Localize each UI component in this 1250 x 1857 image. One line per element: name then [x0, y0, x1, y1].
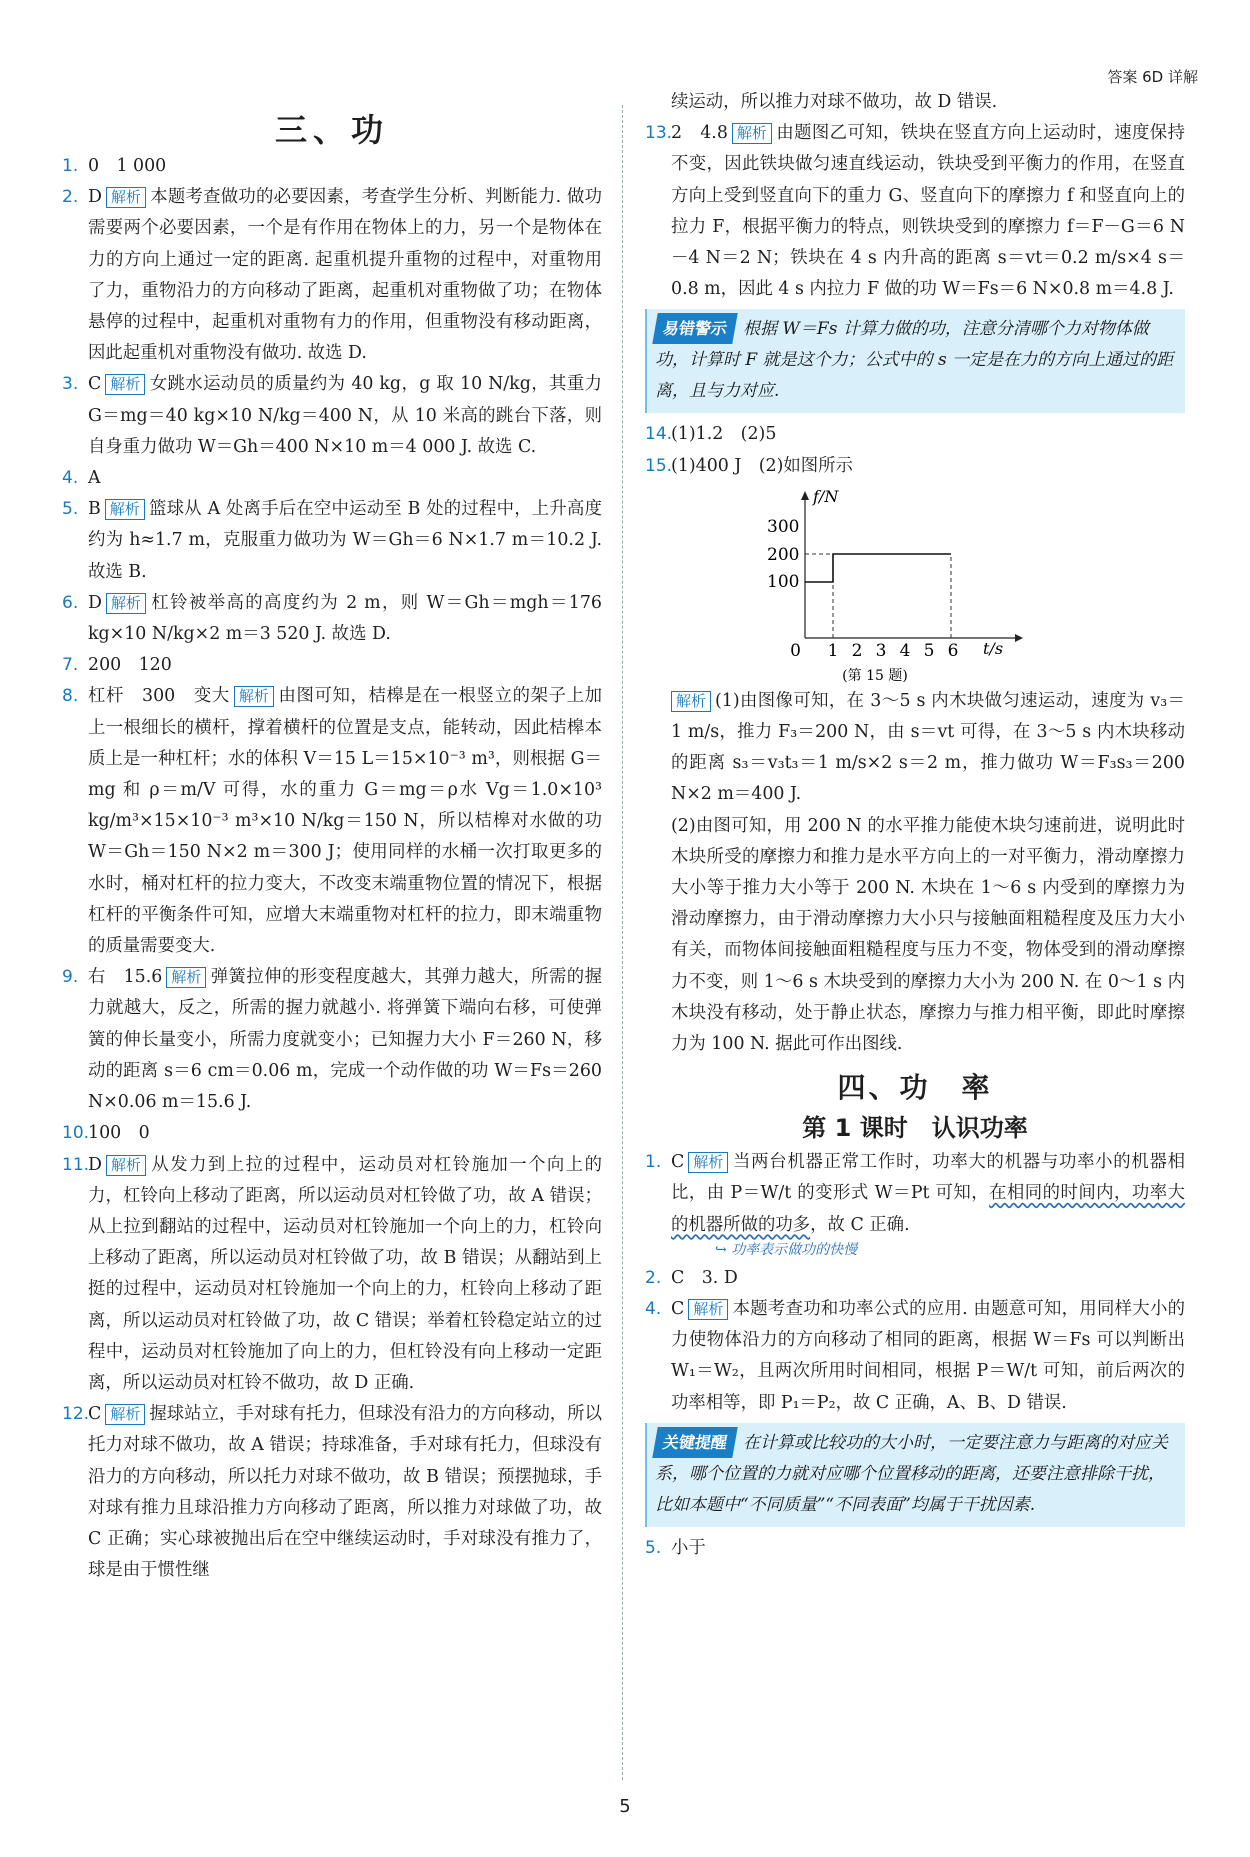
- power-answer-4: [645, 1294, 1185, 1419]
- answer-text: C 3. D: [671, 1267, 738, 1288]
- tip-label: 关键提醒: [652, 1427, 737, 1458]
- answer-text: 女跳水运动员的质量约为 40 kg，g 取 10 N/kg，其重力 G＝mg＝40 kg×10 N/kg＝400 N，从 10 米高的跳台下落，则自身重力做功 W＝Gh＝400 N×10 m＝4 000 J. 故选 C.: [88, 374, 602, 457]
- answer-number: 13.: [645, 123, 673, 144]
- answer-item: [62, 463, 602, 494]
- tip-label: 易错警示: [652, 313, 737, 344]
- analysis-tag: 解析: [688, 1152, 728, 1173]
- power-answer-5: [645, 1533, 1185, 1564]
- answer-15-analysis-2: (2)由图可知，用 200 N 的水平推力能使木块匀速前进，说明此时木块所受的摩擦力和推力是水平方向上的一对平衡力，滑动摩擦力大小等于推力大小等于 200 N. 木块在 1～6 s 内受到的摩擦力为滑动摩擦力，由于滑动摩擦力大小只与接触面粗糙程度及压力大小有关，而物体间接触面粗糙程度与压力不变，物体受到的滑动摩擦力不变，则 1～6 s 木块受到的摩擦力大小为 200 N. 在 0～1 s 内木块没有移动，处于静止状态，摩擦力与推力相平衡，即此时摩擦力为 100 N. 据此可作出图线.: [671, 815, 1185, 1055]
- analysis-tag: 解析: [105, 499, 145, 520]
- section-title-power: 四、功 率: [837, 1071, 993, 1105]
- answer-text: 篮球从 A 处离手后在空中运动至 B 处的过程中，上升高度约为 h≈1.7 m，克服重力做功为 W＝Gh＝6 N×1.7 m＝10.2 J. 故选 B.: [88, 499, 602, 582]
- answer-key: 杠杆 300 变大: [88, 686, 230, 707]
- left-column: [62, 105, 602, 1586]
- answer-key: 右 15.6: [88, 967, 163, 988]
- answer-key: D: [88, 592, 102, 613]
- answer-text: (1)400 J (2)如图所示: [671, 455, 853, 476]
- answer-text: 握球站立，手对球有托力，但球没有沿力的方向移动，所以托力对球不做功，故 A 错误；持球准备，手对球有托力，但球没有沿力的方向移动，所以托力对球不做功，故 B 错误；预摆抛球，手对球有推力且球沿推力方向移动了距离，所以推力对球做了功，故 C 正确；实心球被抛出后在空中继续运动时，手对球没有推力了，球是由于惯性继: [88, 1404, 602, 1581]
- answer-item: [62, 369, 602, 463]
- y-tick-300: 300: [767, 516, 800, 537]
- answer-number: 15.: [645, 455, 673, 476]
- q12-continuation: 续运动，所以推力对球不做功，故 D 错误.: [671, 92, 998, 112]
- analysis-tag: 解析: [166, 967, 206, 988]
- answer-item: [62, 588, 602, 650]
- answer-key: D: [88, 187, 102, 208]
- answer-item: [62, 962, 602, 1118]
- y-tick-200: 200: [767, 544, 800, 565]
- answer-key: 2 4.8: [671, 123, 728, 144]
- answer-text: 由图可知，桔槔是在一根竖立的架子上加上一根细长的横杆，撑着横杆的位置是支点，能转动，因此桔槔本质上是一种杠杆；水的体积 V＝15 L＝15×10⁻³ m³，则根据 G＝mg 和 ρ＝m/V 可得，水的重力 G＝mg＝ρ水 Vg＝1.0×10³ kg/m³×15×10⁻³ m³×10 N/kg＝150 N，所以桔槔对水做的功 W＝Gh＝150 N×2 m＝300 J；使用同样的水桶一次打取更多的水时，桶对杠杆的拉力变大，不改变末端重物位置的情况下，根据杠杆的平衡条件可知，应增大末端重物对杠杆的拉力，即末端重物的质量需要变大.: [88, 686, 602, 957]
- column-divider: [622, 105, 623, 1780]
- analysis-tag: 解析: [234, 686, 274, 707]
- answer-text: A: [88, 468, 101, 489]
- answer-13: [645, 118, 1185, 305]
- answer-text: 由题图乙可知，铁块在竖直方向上运动时，速度保持不变，因此铁块做匀速直线运动，铁块受到平衡力的作用，在竖直方向上受到竖直向下的重力 G、竖直向下的摩擦力 f 和竖直向上的拉力 F，根据平衡力的特点，则铁块受到的摩擦力 f＝F－G＝6 N－4 N＝2 N；铁块在 4 s 内升高的距离 s＝vt＝0.2 m/s×4 s＝0.8 m，因此 4 s 内拉力 F 做的功 W＝Fs＝6 N×0.8 m＝4.8 J.: [671, 123, 1185, 300]
- analysis-tag: 解析: [671, 691, 711, 712]
- answer-key: C: [88, 1404, 102, 1425]
- tip-text: 根据 W＝Fs 计算力做的功，注意分清哪个力对物体做功，计算时 F 就是这个力；公式中的 s 一定是在力的方向上通过的距离，且与力对应.: [655, 319, 1174, 402]
- answer-text: (1)1.2 (2)5: [671, 424, 777, 445]
- analysis-tag: 解析: [688, 1299, 728, 1320]
- power-answer-1: [645, 1147, 1185, 1241]
- answer-number: 9.: [62, 967, 79, 988]
- x-tick-0: 0: [790, 640, 801, 661]
- x-tick-3: 3: [875, 640, 887, 661]
- answer-item: [62, 1399, 602, 1586]
- power-answer-2-3: [645, 1263, 1185, 1294]
- answer-item: [62, 1150, 602, 1400]
- x-tick-6: 6: [947, 640, 959, 661]
- analysis-tag: 解析: [732, 123, 772, 144]
- answer-14: [645, 419, 1185, 450]
- answer-text: 当两台机器正常工作时，功率大的机器与功率小的机器相比，由 P＝W/t 的变形式 W＝Pt 可知，: [671, 1152, 1185, 1204]
- answer-number: 14.: [645, 424, 673, 445]
- x-tick-1: 1: [827, 640, 839, 661]
- y-axis-label: f/N: [813, 486, 839, 506]
- answer-number: 8.: [62, 686, 79, 707]
- answer-item: [62, 1118, 602, 1149]
- answer-key: C: [88, 374, 102, 395]
- answer-number: 2.: [645, 1267, 662, 1288]
- answer-key: C: [671, 1299, 685, 1320]
- analysis-tag: 解析: [106, 1155, 146, 1176]
- answer-number: 4.: [62, 468, 79, 489]
- answer-text: 0 1 000: [88, 156, 167, 176]
- answer-text: 小于: [671, 1537, 706, 1558]
- page-header: 答案 6D 详解: [1107, 68, 1198, 86]
- analysis-tag: 解析: [106, 187, 146, 208]
- answer-15: [645, 451, 1185, 482]
- answer-text: 从发力到上拉的过程中，运动员对杠铃施加一个向上的力，杠铃向上移动了距离，所以运动员对杠铃做了功，故 A 错误；从上拉到翻站的过程中，运动员对杠铃施加一个向上的力，杠铃向上移动了距离，所以运动员对杠铃做了功，故 B 错误；从翻站到上挺的过程中，运动员对杠铃施加一个向上的力，杠铃向上移动了距离，所以运动员对杠铃做了功，故 C 错误；举着杠铃稳定站立的过程中，运动员对杠铃施加了向上的力，但杠铃没有向上移动一定距离，所以运动员对杠铃不做功，故 D 正确.: [88, 1154, 602, 1393]
- x-axis-label: t/s: [983, 638, 1004, 658]
- answer-text: 本题考查做功的必要因素，考查学生分析、判断能力. 做功需要两个必要因素，一个是有作用在物体上的力，另一个是物体在力的方向上通过一定的距离. 起重机提升重物的过程中，对重物用了力，重物沿力的方向移动了距离，起重机对重物做了功；在物体悬停的过程中，起重机对重物有力的作用，但重物没有移动距离，因此起重机对重物没有做功. 故选 D.: [88, 187, 602, 364]
- answer-number: 4.: [645, 1299, 662, 1320]
- answer-key: D: [88, 1154, 102, 1175]
- friction-line: [805, 554, 951, 582]
- answer-item: [62, 494, 602, 588]
- answer-text: 本题考查功和功率公式的应用. 由题意可知，用同样大小的力使物体沿力的方向移动了相同的距离，根据 W＝Fs 可以判断出 W₁＝W₂，且两次所用时间相同，根据 P＝W/t 可知，前后两次的功率相等，即 P₁＝P₂，故 C 正确，A、B、D 错误.: [671, 1299, 1185, 1413]
- analysis-tag: 解析: [106, 593, 146, 614]
- answer-key: B: [88, 499, 101, 520]
- answer-number: 12.: [62, 1404, 90, 1425]
- x-axis-arrow: [1015, 634, 1023, 642]
- answer-item: [62, 681, 602, 962]
- answer-text-end: ，故 C 正确.: [810, 1214, 910, 1235]
- friction-time-graph: [765, 486, 1025, 684]
- page-number: 5: [619, 1796, 631, 1817]
- x-tick-5: 5: [923, 640, 935, 661]
- answer-number: 3.: [62, 374, 79, 395]
- tip-box-key: [645, 1423, 1185, 1527]
- answer-text: 100 0: [88, 1123, 150, 1144]
- x-tick-2: 2: [851, 640, 863, 661]
- lesson-subtitle: 第 1 课时 认识功率: [802, 1114, 1028, 1143]
- answer-number: 1.: [645, 1152, 662, 1173]
- tip-text: 在计算或比较功的大小时，一定要注意力与距离的对应关系，哪个位置的力就对应哪个位置移动的距离，还要注意排除干扰，比如本题中“不同质量”“不同表面”均属于干扰因素.: [655, 1432, 1169, 1515]
- graph-caption: (第 15 题): [842, 667, 908, 684]
- y-axis-arrow: [801, 491, 809, 500]
- analysis-text: (1)由图像可知，在 3～5 s 内木块做匀速运动，速度为 v₃＝1 m/s，推力 F₃＝200 N，由 s＝vt 可得，在 3～5 s 内木块移动的距离 s₃＝v₃t₃＝1 m/s×2 s＝2 m，推力做功 W＝F₃s₃＝200 N×2 m＝400 J.: [671, 690, 1185, 805]
- answer-number: 5.: [645, 1537, 662, 1558]
- answer-item: [62, 182, 602, 369]
- right-column: [645, 92, 1185, 1564]
- y-tick-100: 100: [767, 571, 800, 592]
- section-title-work: 三、功: [274, 111, 389, 149]
- answer-number: 2.: [62, 187, 79, 208]
- answer-number: 6.: [62, 592, 79, 613]
- answer-key: C: [671, 1152, 685, 1173]
- answer-item: [62, 151, 602, 182]
- tip-box-warning: [645, 309, 1185, 413]
- answer-number: 1.: [62, 156, 79, 176]
- answer-text: 200 120: [88, 655, 172, 676]
- answer-number: 5.: [62, 499, 79, 520]
- answer-15-analysis-1: [645, 686, 1185, 811]
- answer-number: 7.: [62, 655, 79, 676]
- x-tick-4: 4: [899, 640, 911, 661]
- answer-number: 10.: [62, 1123, 90, 1144]
- underlined-text: 在相同的时间内，功率大的机器所做的功多: [671, 1183, 1185, 1235]
- note-text: 功率表示做功的快慢: [731, 1241, 858, 1258]
- handwritten-note: ↪ 功率表示做功的快慢: [715, 1241, 858, 1258]
- answer-number: 11.: [62, 1154, 90, 1175]
- analysis-tag: 解析: [105, 374, 145, 395]
- answer-text: 杠铃被举高的高度约为 2 m，则 W＝Gh＝mgh＝176 kg×10 N/kg×2 m＝3 520 J. 故选 D.: [88, 592, 602, 645]
- left-item-list: [62, 151, 602, 1586]
- answer-text: 弹簧拉伸的形变程度越大，其弹力越大，所需的握力就越大，反之，所需的握力就越小. 将弹簧下端向右移，可使弹簧的伸长量变小，所需力度就变小；已知握力大小 F＝260 N，移动的距离 s＝6 cm＝0.06 m，完成一个动作做的功 W＝Fs＝260 N×0.06 m＝15.6 J.: [88, 967, 602, 1113]
- analysis-tag: 解析: [105, 1404, 145, 1425]
- answer-item: [62, 650, 602, 681]
